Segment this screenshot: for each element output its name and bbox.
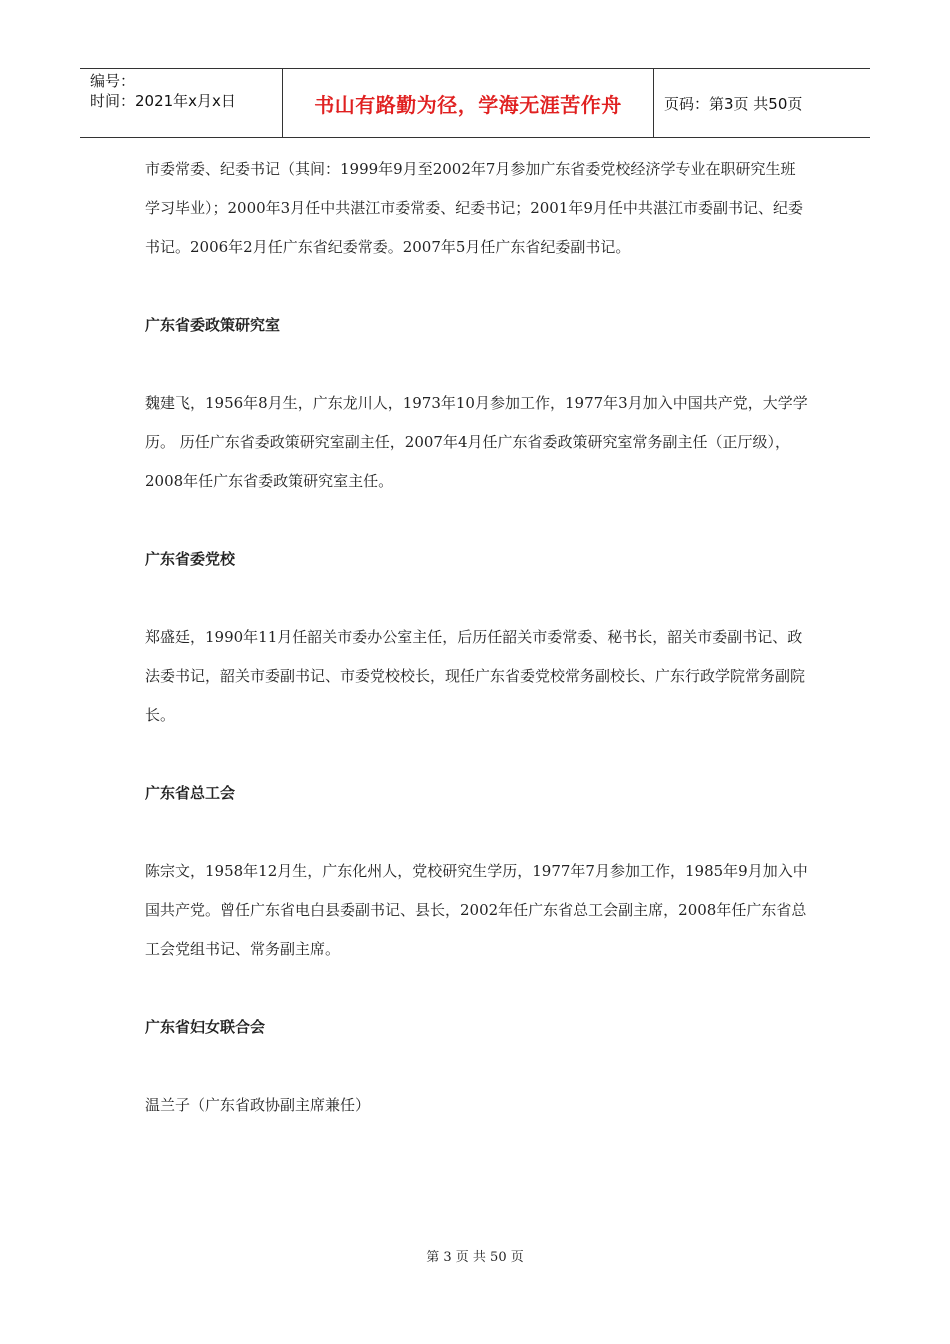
section-heading: 广东省委党校 <box>145 550 236 568</box>
doc-date-label: 时间：2021年x月x日 <box>90 92 236 110</box>
page-footer: 第 3 页 共 50 页 <box>426 1250 524 1265</box>
header-meta <box>80 69 282 137</box>
header-page-info: 页码：第3页 共50页 <box>664 94 803 113</box>
header-motto-cell <box>282 69 654 137</box>
header-motto: 书山有路勤为径，学海无涯苦作舟 <box>314 92 622 117</box>
paragraph: 魏建飞，1956年8月生，广东龙川人，1973年10月参加工作，1977年3月加入中国共产党，大学学历。 历任广东省委政策研究室副主任，2007年4月任广东省委政策研究室常务副主任（正厅级），2008年任广东省委政策研究室主任。 <box>145 394 808 490</box>
paragraph: 温兰子（广东省政协副主席兼任） <box>145 1096 371 1114</box>
doc-number-label: 编号： <box>90 72 136 90</box>
paragraph: 陈宗文，1958年12月生，广东化州人，党校研究生学历，1977年7月参加工作，1985年9月加入中国共产党。曾任广东省电白县委副书记、县长，2002年任广东省总工会副主席，2008年任广东省总工会党组书记、常务副主席。 <box>145 862 808 958</box>
page-header <box>80 68 870 138</box>
section-heading: 广东省总工会 <box>145 784 236 802</box>
paragraph: 郑盛廷，1990年11月任韶关市委办公室主任，后历任韶关市委常委、秘书长，韶关市委副书记、政法委书记，韶关市委副书记、市委党校校长，现任广东省委党校常务副校长、广东行政学院常务副院长。 <box>145 628 806 724</box>
document-body <box>145 150 810 1125</box>
paragraph: 市委常委、纪委书记（其间：1999年9月至2002年7月参加广东省委党校经济学专业在职研究生班学习毕业）；2000年3月任中共湛江市委常委、纪委书记；2001年9月任中共湛江市委副书记、纪委书记。2006年2月任广东省纪委常委。2007年5月任广东省纪委副书记。 <box>145 160 803 256</box>
section-heading: 广东省委政策研究室 <box>145 316 281 334</box>
section-heading: 广东省妇女联合会 <box>145 1018 266 1036</box>
